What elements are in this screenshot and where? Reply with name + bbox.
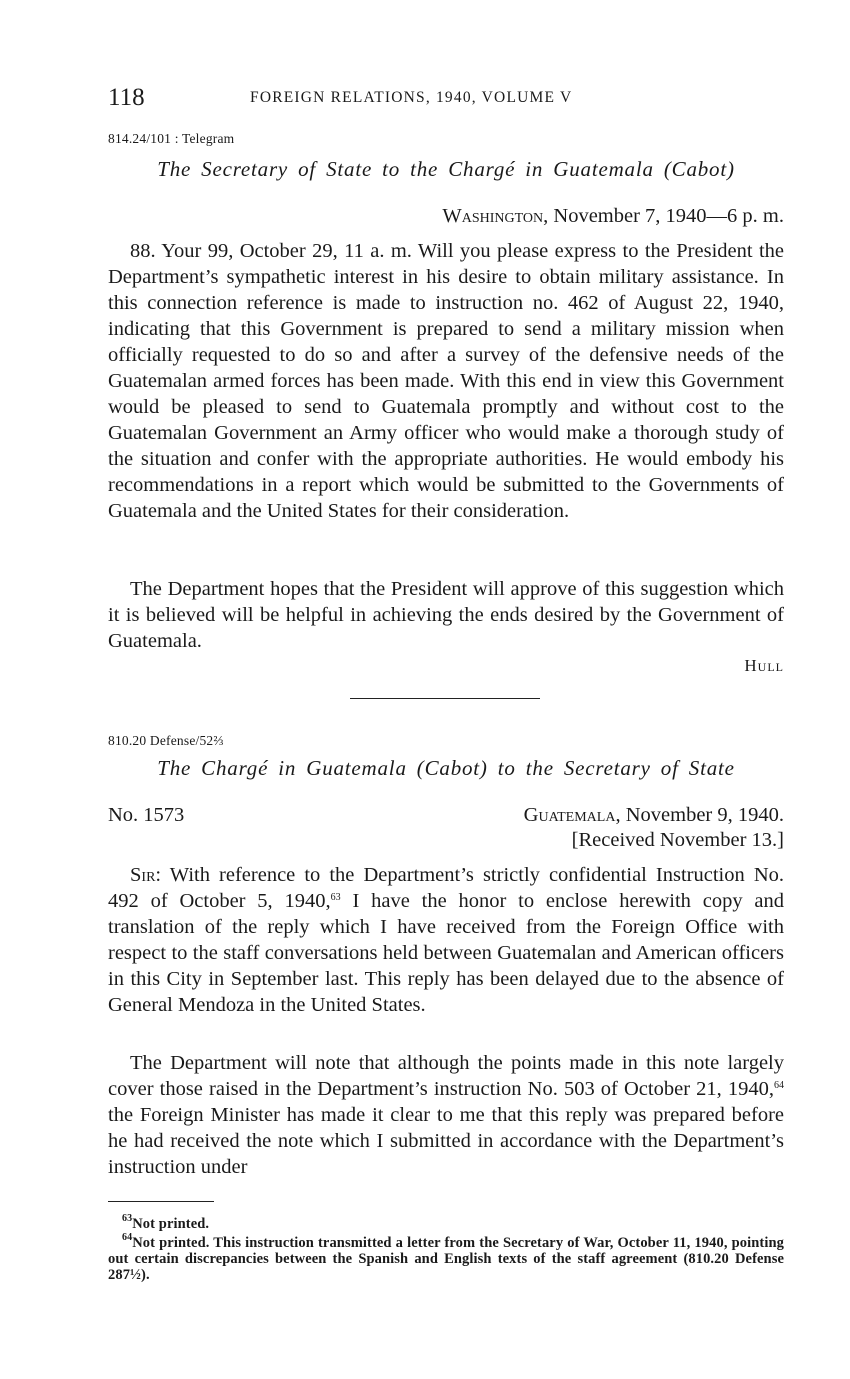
running-title: FOREIGN RELATIONS, 1940, VOLUME V [250, 89, 573, 106]
document-title-1: The Secretary of State to the Chargé in Guatemala (Cabot) [157, 157, 735, 181]
footnote-mark-63: 63 [122, 1213, 133, 1224]
despatch-number: No. 1573 [108, 804, 185, 826]
signature: Hull [744, 656, 784, 675]
dateline-date: , November 9, 1940. [615, 804, 784, 826]
footnote-mark-64: 64 [122, 1232, 133, 1243]
section-divider [350, 698, 540, 699]
salutation: Sir [130, 864, 156, 886]
dateline-date: , November 7, 1940—6 p. m. [543, 205, 784, 227]
despatch-paragraph-2: The Department will note that although the points made in this note largely cover those raised in the Department’s instruction No. 503 of October 21, 1940,64 the Foreign Minister has made it clear to me that this reply was prepared before he had received the note which I submitted in accordance with the Department’s instruction under [108, 1052, 784, 1178]
file-reference-1: 814.24/101 : Telegram [108, 131, 235, 146]
footnote-divider [108, 1201, 214, 1202]
page-header [108, 84, 784, 114]
footnote-ref-63: 63 [330, 892, 341, 903]
page-number: 118 [108, 84, 145, 111]
despatch-paragraph-1: Sir: With reference to the Department’s strictly confidential Instruction No. 492 of October 5, 1940,63 I have the honor to enclose herewith copy and translation of the reply which I have received from the Foreign Office with respect to the staff conversations held between Guatemalan and American officers in this City in September last. This reply has been delayed due to the absence of General Mendoza in the United States. [108, 864, 784, 1016]
telegram-paragraph-1: 88. Your 99, October 29, 11 a. m. Will you please express to the President the Department’s sympathetic interest in his desire to obtain military assistance. In this connection reference is made to instruction no. 462 of August 22, 1940, indicating that this Government is prepared to send a military mission when officially requested to do so and after a survey of the defensive needs of the Guatemalan armed forces has been made. With this end in view this Government would be pleased to send to Guatemala promptly and without cost to the Guatemalan Government an Army officer who would make a thorough study of the situation and confer with the appropriate authorities. He would embody his recommendations in a report which would be submitted to the Governments of Guatemala and the United States for their consideration. [108, 240, 784, 522]
footnote-63: $^{63}$Not printed. [122, 1213, 210, 1232]
dateline-1 [442, 205, 784, 228]
dateline-place: Guatemala [523, 804, 616, 826]
telegram-paragraph-2: The Department hopes that the President will approve of this suggestion which it is believed will be helpful in achieving the ends desired by the Government of Guatemala. [108, 578, 784, 652]
footnote-64: $^{64}$Not printed. This instruction transmitted a letter from the Secretary of War, October 11, 1940, pointing out certain discrepancies between the Spanish and English texts of the staff agreement (810.20 Defense 287½). [108, 1232, 784, 1283]
received-date: [Received November 13.] [571, 829, 784, 851]
footnote-ref-64: 64 [774, 1080, 784, 1091]
dateline-place: Washington [442, 205, 544, 227]
dateline-2 [524, 804, 784, 827]
document-title-2: The Chargé in Guatemala (Cabot) to the Secretary of State [157, 756, 735, 780]
file-reference-2: 810.20 Defense/52⅔ [108, 733, 224, 748]
